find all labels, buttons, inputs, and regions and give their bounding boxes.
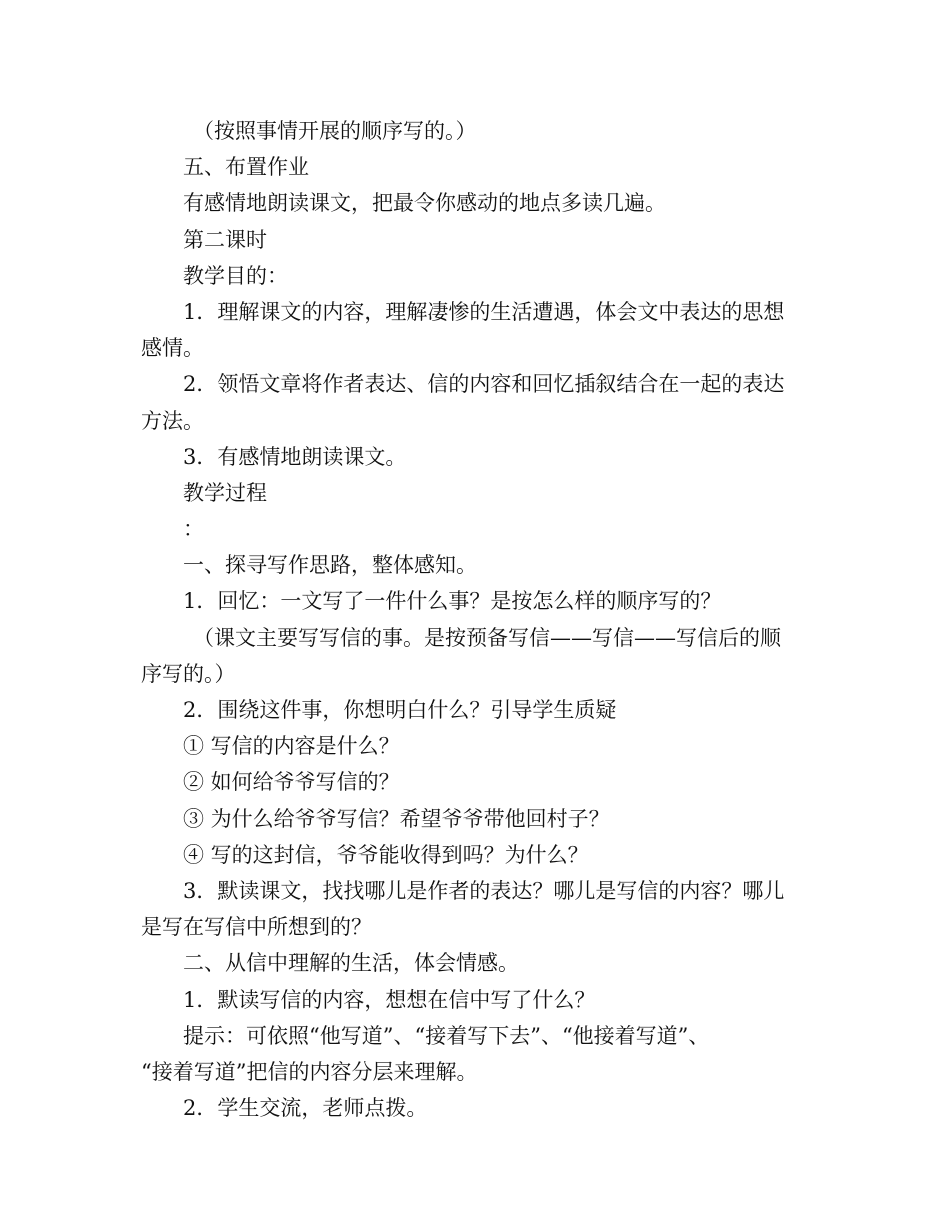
section-heading: 一、探寻写作思路，整体感知。 [183, 553, 477, 578]
text-line: 感情。 [141, 336, 204, 361]
text-line: 2．围绕这件事，你想明白什么？引导学生质疑 [183, 698, 617, 722]
text-line: 1．理解课文的内容，理解凄惨的生活遭遇，体会文中表达的思想 [183, 299, 785, 324]
text-line: “接着写道”把信的内容分层来理解。 [141, 1059, 478, 1084]
list-item: ① 写信的内容是什么？ [183, 734, 400, 759]
document-body [141, 113, 813, 1126]
text-line: （按照事情开展的顺序写的。） [193, 119, 477, 143]
section-heading: 五、布置作业 [183, 155, 309, 180]
text-line: 2．学生交流，老师点拨。 [183, 1096, 428, 1121]
text-line: 1．回忆：一文写了一件什么事？是按怎么样的顺序写的？ [183, 589, 722, 614]
list-item: ③ 为什么给爷爷写信？希望爷爷带他回村子？ [183, 806, 610, 831]
text-line: 2．领悟文章将作者表达、信的内容和回忆插叙结合在一起的表达 [183, 372, 785, 397]
text-line: 有感情地朗读课文，把最令你感动的地点多读几遍。 [183, 191, 666, 216]
text-line: 是写在写信中所想到的？ [141, 915, 372, 940]
lesson-heading: 第二课时 [183, 227, 267, 252]
text-line: 3．有感情地朗读课文。 [183, 444, 407, 469]
text-line: 提示：可依照“他写道”、“接着写下去”、“他接着写道”、 [183, 1023, 710, 1048]
text-line: （课文主要写写信的事。是按预备写信——写信——写信后的顺 [193, 625, 781, 650]
section-heading: 教学目的： [183, 263, 288, 288]
text-line: ： [183, 517, 204, 542]
section-heading: 二、从信中理解的生活，体会情感。 [183, 951, 519, 976]
text-line: 方法。 [141, 408, 204, 433]
text-line: 序写的。） [141, 661, 236, 686]
list-item: ④ 写的这封信，爷爷能收得到吗？为什么？ [183, 842, 589, 867]
text-line: 3．默读课文，找找哪儿是作者的表达？哪儿是写信的内容？哪儿 [183, 878, 785, 903]
text-line: 1．默读写信的内容，想想在信中写了什么？ [183, 987, 596, 1012]
list-item: ② 如何给爷爷写信的？ [183, 770, 400, 795]
section-heading: 教学过程 [183, 480, 267, 505]
